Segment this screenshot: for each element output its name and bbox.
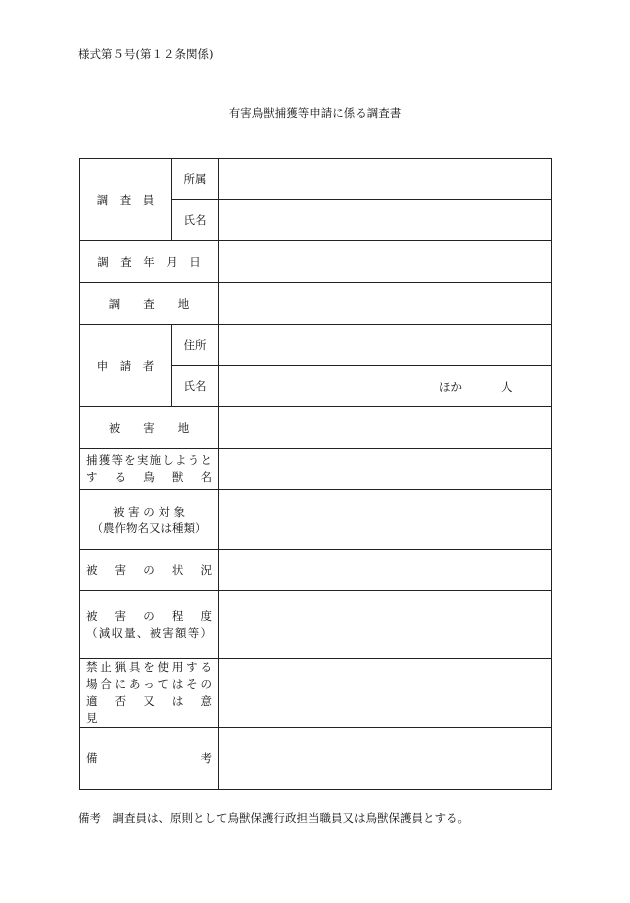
damage-place-label-cell (80, 407, 219, 449)
survey-date-label-cell (80, 241, 219, 283)
document-title: 有害鳥獣捕獲等申請に係る調査書 (228, 106, 402, 120)
affiliation-label: 所属 (172, 159, 219, 200)
damage-target-label-cell (80, 490, 219, 550)
damage-degree-line-2: （減収量、被害額等） (86, 625, 212, 640)
target-species-field[interactable] (219, 449, 552, 490)
row-damage-status (80, 550, 552, 591)
damage-target-line-2: （農作物名又は種類） (91, 520, 207, 535)
affiliation-field[interactable] (219, 159, 552, 200)
damage-status-field[interactable] (219, 550, 552, 591)
prohibited-gear-label-cell (80, 659, 224, 728)
row-target-species (80, 449, 552, 490)
persons-text: 人 (501, 380, 513, 394)
damage-status-label: 被 害 の 状 況 (86, 562, 212, 577)
prohibited-gear-line-2: 場合にあってはその (86, 677, 212, 691)
form-number: 様式第５号(第１２条関係) (78, 47, 214, 61)
remarks-field[interactable] (219, 728, 552, 790)
row-damage-degree (80, 591, 552, 659)
survey-table (79, 158, 552, 790)
applicant-label-cell (80, 325, 172, 407)
others-text: ほか (439, 380, 462, 394)
footnote: 備考 調査員は、原則として鳥獣保護行政担当職員又は鳥獣保護員とする。 (78, 811, 469, 825)
prohibited-gear-line-1: 禁止猟具を使用する (86, 660, 212, 674)
damage-degree-line-1: 被 害 の 程 度 (86, 608, 212, 623)
remarks-label: 備 考 (86, 751, 212, 765)
damage-degree-field[interactable] (219, 591, 552, 659)
survey-place-field[interactable] (219, 283, 552, 325)
damage-target-field[interactable] (219, 490, 552, 550)
applicant-name-field[interactable] (219, 366, 552, 407)
damage-status-label-cell (80, 550, 219, 591)
row-prohibited-gear (80, 659, 552, 728)
row-damage-target (80, 490, 552, 550)
damage-target-line-1: 被 害 の 対 象 (112, 504, 186, 519)
target-species-label-cell (80, 449, 219, 490)
row-damage-place (80, 407, 552, 449)
applicant-address-field[interactable] (219, 325, 552, 366)
applicant-name-label: 氏名 (172, 366, 219, 407)
row-remarks (80, 728, 552, 790)
survey-date-field[interactable] (219, 241, 552, 283)
damage-degree-label-cell (80, 591, 219, 659)
prohibited-gear-field[interactable] (219, 659, 552, 728)
investigator-label: 調 査 員 (96, 192, 155, 207)
survey-place-label-cell (80, 283, 219, 325)
row-applicant-address (80, 325, 552, 366)
applicant-label: 申 請 者 (96, 358, 155, 373)
survey-place-label: 調 査 地 (108, 296, 190, 311)
investigator-name-label: 氏名 (172, 200, 219, 241)
target-species-line-1: 捕獲等を実施しようと (86, 453, 212, 467)
investigator-name-field[interactable] (219, 200, 552, 241)
row-survey-place (80, 283, 552, 325)
damage-place-label: 被 害 地 (108, 420, 190, 435)
investigator-label-cell (80, 159, 172, 241)
survey-date-label: 調 査 年 月 日 (97, 254, 201, 269)
remarks-label-cell (80, 728, 219, 790)
damage-place-field[interactable] (219, 407, 552, 449)
applicant-address-label: 住所 (172, 325, 219, 366)
prohibited-gear-line-3: 適 否 又 は 意 見 (86, 694, 224, 725)
row-investigator-affiliation (80, 159, 552, 200)
target-species-line-2: す る 鳥 獣 名 (86, 470, 212, 484)
row-survey-date (80, 241, 552, 283)
